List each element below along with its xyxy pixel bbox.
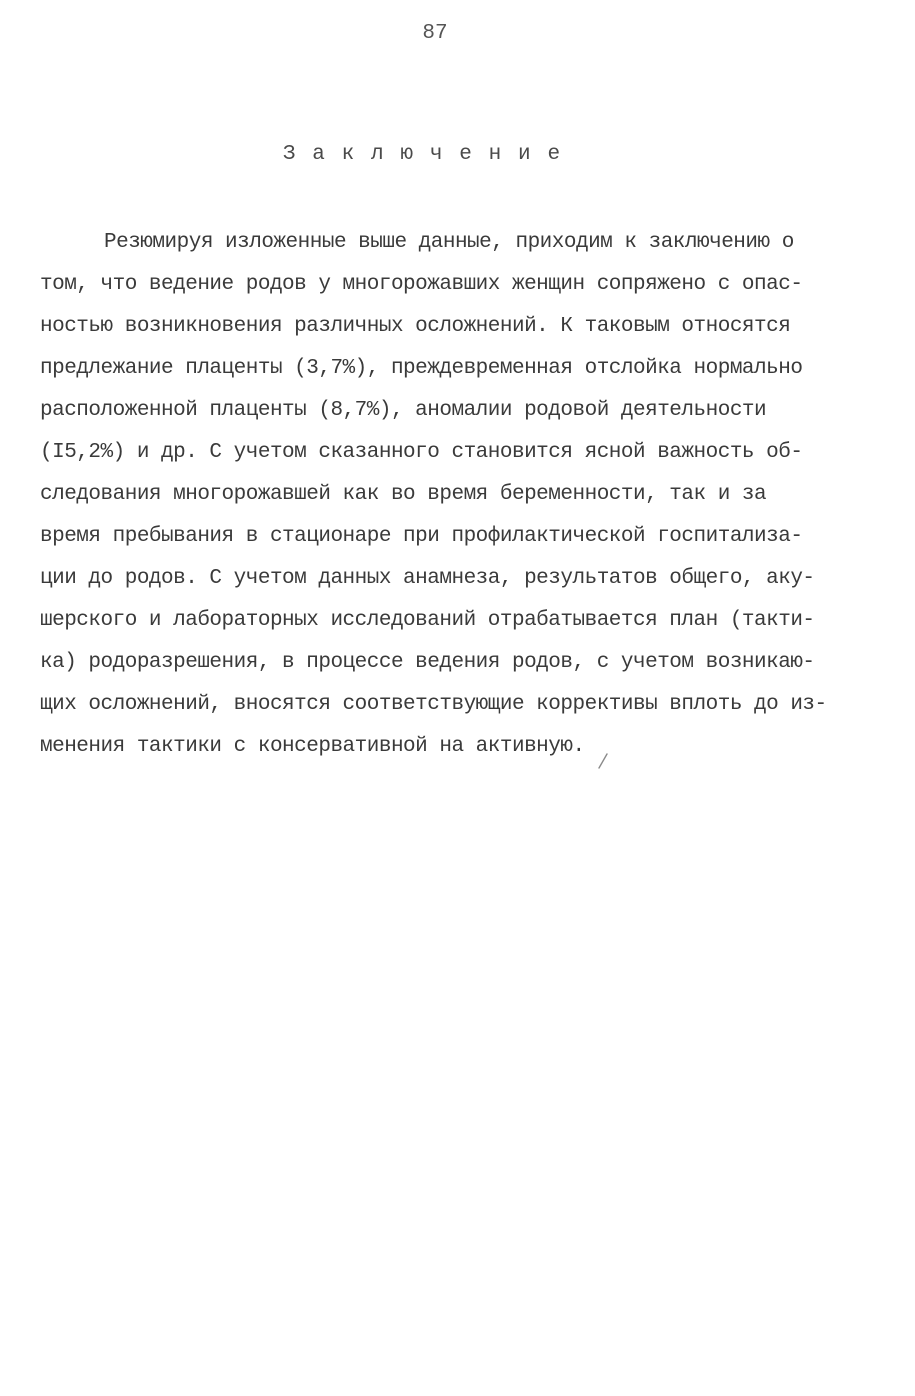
pen-mark-icon [596,752,610,770]
paragraph-line: (I5,2%) и др. С учетом сказанного становится ясной важность об- [40,441,803,464]
paragraph-line: ностью возникновения различных осложнений. К таковым относятся [40,315,791,338]
section-heading: З а к л ю ч е н и е [282,143,563,166]
paragraph-line: Резюмируя изложенные выше данные, приходим к заключению о [104,231,794,254]
paragraph-line: предлежание плаценты (3,7%), преждевременная отслойка нормально [40,357,803,380]
conclusion-paragraph [40,222,880,768]
paragraph-line: расположенной плаценты (8,7%), аномалии родовой деятельности [40,399,767,422]
paragraph-line: ции до родов. С учетом данных анамнеза, результатов общего, аку- [40,567,815,590]
paragraph-line: шерского и лабораторных исследований отрабатывается план (такти- [40,609,815,632]
paragraph-line: время пребывания в стационаре при профилактической госпитализа- [40,525,803,548]
paragraph-line: следования многорожавшей как во время беременности, так и за [40,483,767,506]
paragraph-line: щих осложнений, вносятся соответствующие коррективы вплоть до из- [40,693,827,716]
paragraph-line: менения тактики с консервативной на активную. [40,735,585,758]
page-number: 87 [422,22,448,45]
paragraph-line: том, что ведение родов у многорожавших женщин сопряжено с опас- [40,273,803,296]
paragraph-line: ка) родоразрешения, в процессе ведения родов, с учетом возникаю- [40,651,815,674]
